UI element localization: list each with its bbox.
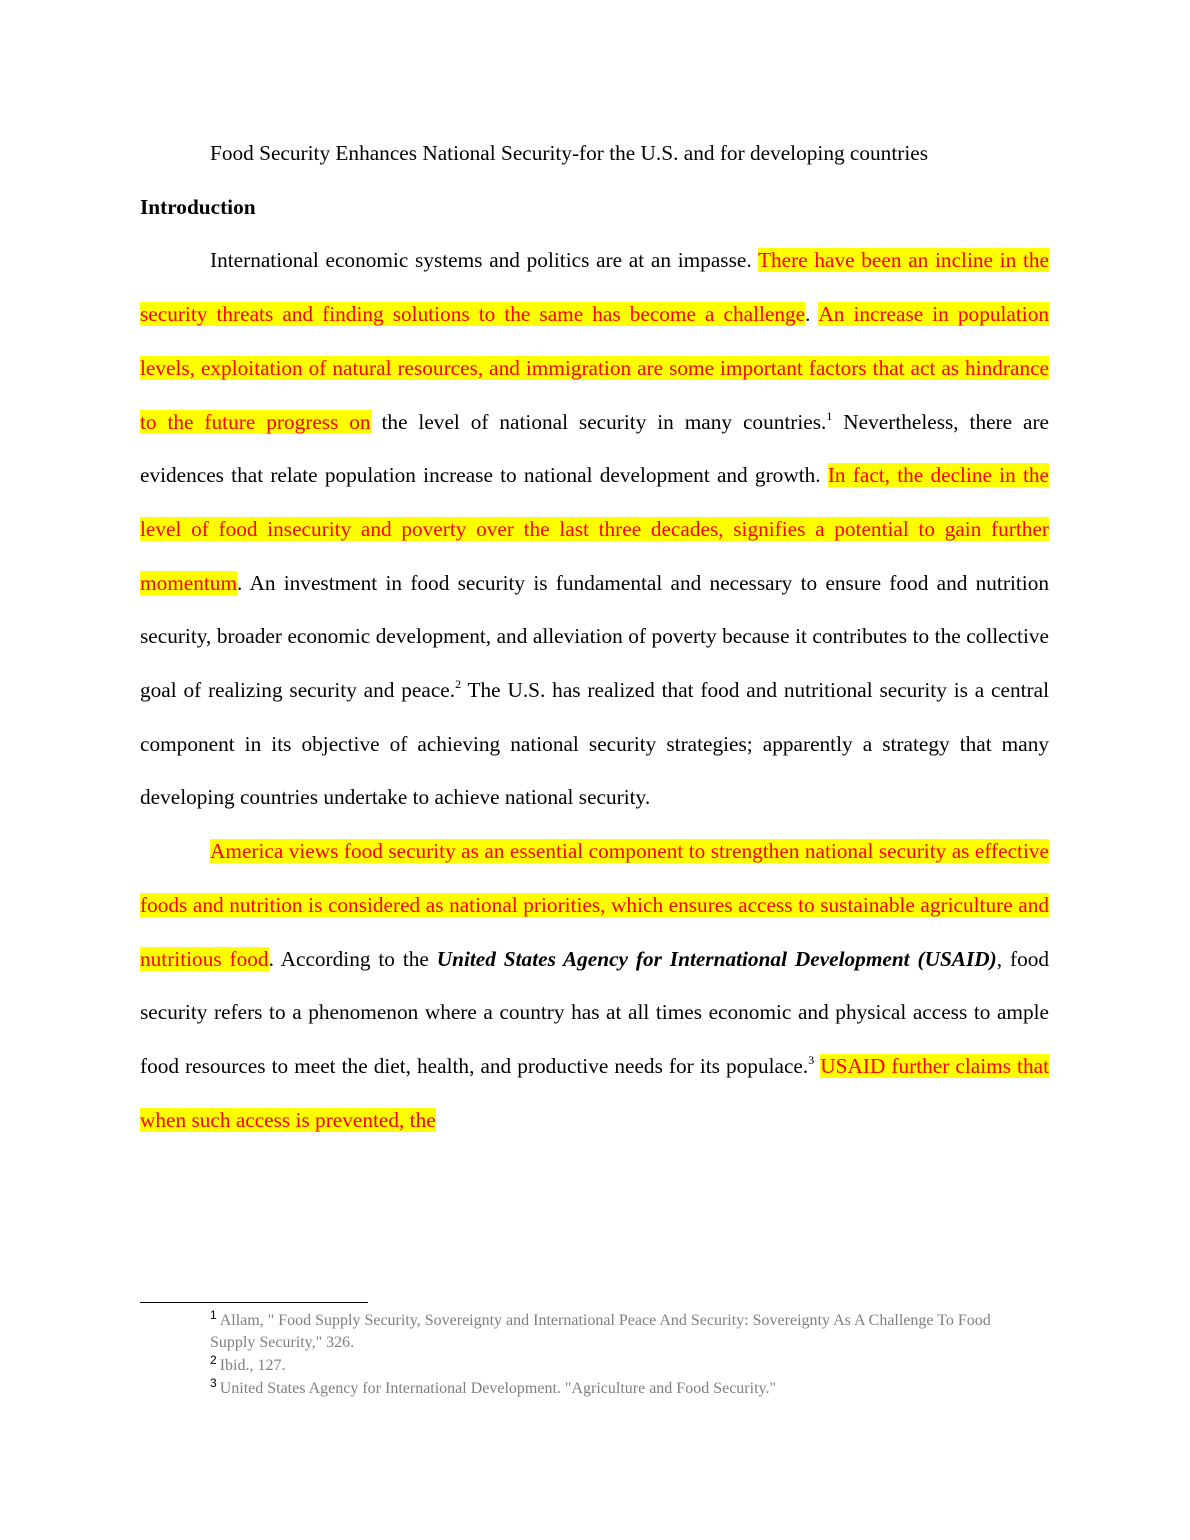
text-run: the level of national security in many countries. [370, 409, 827, 434]
text-run: . An investment in food security is fundamental and necessary to ensure food and nutrition security, broader economic development, and alleviation of poverty because it contributes to the collective goal of realizing security and peace. [140, 570, 1049, 703]
footnote-ref-1[interactable]: 1 [826, 408, 833, 423]
text-run: . According to the [268, 946, 437, 971]
footnote-2 [210, 1352, 1040, 1377]
highlighted-text: There have been an incline in the security threats and finding solutions to the same has become a challenge [140, 248, 1049, 327]
highlighted-text: USAID further claims that when such access is prevented, the [140, 1053, 1049, 1132]
text-run: The U.S. has realized that food and nutritional security is a central component in its objective of achieving national security strategies; apparently a strategy that many developing countries undertake to achieve national security. [140, 678, 1049, 810]
highlighted-text: In fact, the decline in the level of food insecurity and poverty over the last three decades, signifies a potential to gain further momentum [140, 463, 1049, 595]
text-run: . [805, 302, 819, 327]
text-run: Nevertheless, there are evidences that relate population increase to national development and growth. [140, 409, 1050, 488]
document-title: Food Security Enhances National Security-for the U.S. and for developing countries [210, 141, 929, 165]
footnotes [210, 1310, 1040, 1401]
paragraph-2 [140, 825, 1049, 1147]
footnote-3 [210, 1375, 1040, 1400]
footnote-separator [140, 1302, 368, 1303]
footnote-text: Allam, " Food Supply Security, Sovereignty and International Peace And Security: Sovereignty As A Challenge To Food Supply Security," 326. [210, 1312, 991, 1351]
highlighted-text: An increase in population levels, exploitation of natural resources, and immigration are some important factors that act as hindrance to the future progress on [140, 302, 1049, 434]
highlighted-text: America views food security as an essential component to strengthen national security as effective foods and nutrition is considered as national priorities, which ensures access to sustainable agriculture and nutritious food [140, 839, 1049, 971]
footnote-text: United States Agency for International Development. "Agriculture and Food Security." [219, 1379, 777, 1397]
text-run: , food security refers to a phenomenon where a country has at all times economic and physical access to ample food resources to meet the diet, health, and productive needs for its populace. [140, 946, 1050, 1078]
section-heading: Introduction [140, 194, 256, 219]
document-body [140, 127, 1049, 1147]
footnote-number: 3 [210, 1375, 217, 1390]
agency-name: United States Agency for International Development (USAID) [436, 946, 997, 971]
footnote-ref-2[interactable]: 2 [455, 677, 462, 692]
footnote-ref-3[interactable]: 3 [808, 1052, 815, 1067]
footnote-number: 1 [210, 1308, 217, 1322]
footnote-text: Ibid., 127. [219, 1356, 286, 1374]
footnote-number: 2 [210, 1352, 217, 1367]
paragraph-1 [140, 234, 1049, 825]
text-run: International economic systems and politics are at an impasse. [210, 248, 758, 273]
footnote-1 [210, 1310, 1040, 1353]
